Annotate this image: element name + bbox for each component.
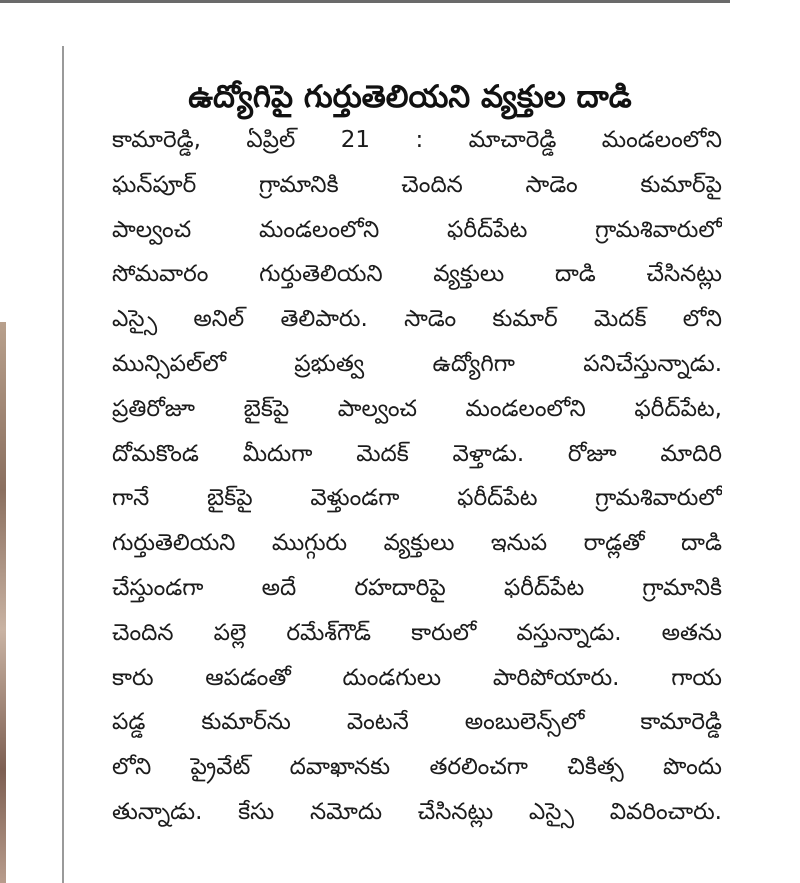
article-line: ఎస్సై అనిల్ తెలిపారు. సాడెం కుమార్ మెదక్ లోని [112, 306, 722, 333]
column-divider [62, 46, 64, 883]
article-line: సోమవారం గుర్తుతెలియని వ్యక్తులు దాడి చేసినట్లు [112, 261, 722, 288]
article-body [112, 118, 722, 835]
article-line: గుర్తుతెలియని ముగ్గురు వ్యక్తులు ఇనుప రాడ్లతో దాడి [112, 530, 722, 557]
article-headline: ఉద్యోగిపై గుర్తుతెలియని వ్యక్తుల దాడి [188, 78, 632, 115]
article-line: కామారెడ్డి, ఏప్రిల్ 21 : మాచారెడ్డి మండలంలోని [112, 127, 722, 153]
article-line: చెందిన పల్లె రమేశ్‌గౌడ్ కారులో వస్తున్నాడు. అతను [112, 619, 722, 646]
article-line: లోని ప్రైవేట్ దవాఖానకు తరలించగా చికిత్స పొందు [112, 754, 722, 781]
article-line: పడ్డ కుమార్‌ను వెంటనే అంబులెన్స్‌లో కామారెడ్డి [112, 709, 722, 736]
adjacent-photo-edge [0, 322, 6, 883]
article-line: మున్సిపల్‌లో ప్రభుత్వ ఉద్యోగిగా పనిచేస్తున్నాడు. [112, 350, 722, 377]
article-line: తున్నాడు. కేసు నమోదు చేసినట్లు ఎస్సై వివరించారు. [112, 798, 722, 825]
article-line: దోమకొండ మీదుగా మెదక్ వెళ్తాడు. రోజూ మాదిరి [112, 440, 722, 467]
article-line: చేస్తుండగా అదే రహదారిపై ఫరీద్‌పేట గ్రామానికి [112, 574, 722, 601]
article-line: ఘన్‌పూర్ గ్రామానికి చెందిన సాడెం కుమార్‌పై [112, 171, 722, 198]
article-line: కారు ఆపడంతో దుండగులు పారిపోయారు. గాయ [112, 664, 722, 691]
top-border-rule [0, 0, 730, 3]
article-line: గానే బైక్‌పై వెళ్తుండగా ఫరీద్‌పేట గ్రామశివారులో [112, 485, 722, 512]
article-line: ప్రతిరోజూ బైక్‌పై పాల్వంచ మండలంలోని ఫరీద్‌పేట, [112, 395, 722, 422]
article-line: పాల్వంచ మండలంలోని ఫరీద్‌పేట గ్రామశివారులో [112, 216, 722, 243]
